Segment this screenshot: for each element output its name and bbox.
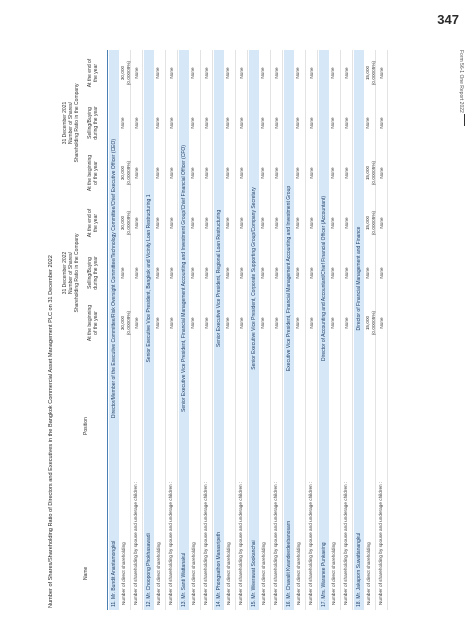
indirect-value: None <box>134 117 139 129</box>
person-name: 13. Mr. Santi Wattanakul <box>181 552 187 607</box>
indirect-label: Number of shareholding by spouse and underage children : <box>308 481 313 605</box>
indirect-shareholding-row <box>131 50 143 610</box>
direct-value: None <box>330 317 335 329</box>
direct-value: None <box>365 267 370 279</box>
direct-value: None <box>260 167 265 179</box>
direct-value: None <box>295 317 300 329</box>
direct-label: Number of direct shareholding <box>121 542 126 605</box>
indirect-value: None <box>169 167 174 179</box>
indirect-value: None <box>239 117 244 129</box>
direct-value: None <box>155 217 160 229</box>
person-position: Executive Vice President, Financial Management Accounting and Investment Group <box>286 185 292 372</box>
direct-value: None <box>295 117 300 129</box>
direct-value: None <box>260 67 265 79</box>
indirect-value: None <box>204 167 209 179</box>
indirect-label: Number of shareholding by spouse and underage children : <box>238 481 243 605</box>
direct-value: None <box>120 117 125 129</box>
person-position: Director of Financial Management and Finance <box>356 226 362 331</box>
direct-value: None <box>155 67 160 79</box>
indirect-shareholding-row <box>166 50 178 610</box>
person-header-row <box>179 50 189 610</box>
indirect-shareholding-row <box>271 50 283 610</box>
direct-label: Number of direct shareholding <box>366 542 371 605</box>
direct-shareholding-row <box>364 50 376 610</box>
direct-value: None <box>295 267 300 279</box>
header-begin-2021: At the beginning of the year <box>87 154 99 192</box>
person-header-row <box>354 50 364 610</box>
indirect-value: None <box>134 167 139 179</box>
indirect-value: None <box>379 267 384 279</box>
indirect-value: None <box>309 167 314 179</box>
header-position: Position <box>83 417 89 435</box>
person-header-row <box>214 50 224 610</box>
indirect-value: None <box>309 217 314 229</box>
header-period-2022: 31 December 2022 <box>62 251 68 295</box>
page-number: 347 <box>437 12 459 27</box>
direct-value: 15,000 (0.00005%) <box>365 48 376 98</box>
direct-value: None <box>190 217 195 229</box>
direct-percent: (0.00005%) <box>370 60 376 86</box>
direct-shareholding-row <box>329 50 341 610</box>
direct-value: 30,000 (0.00009%) <box>120 48 131 98</box>
indirect-value: None <box>309 317 314 329</box>
direct-value: 30,000 (0.00009%) <box>120 148 131 198</box>
rotated-shareholding-table <box>48 50 418 610</box>
indirect-label: Number of shareholding by spouse and underage children : <box>273 481 278 605</box>
indirect-value: None <box>309 117 314 129</box>
indirect-value: None <box>274 317 279 329</box>
indirect-value: None <box>274 167 279 179</box>
indirect-shareholding-row <box>306 50 318 610</box>
direct-percent: (0.00005%) <box>370 160 376 186</box>
indirect-value: None <box>204 217 209 229</box>
indirect-value: None <box>274 117 279 129</box>
direct-label: Number of direct shareholding <box>296 542 301 605</box>
indirect-shareholding-row <box>341 50 353 610</box>
direct-value: 30,000 (0.00009%) <box>120 298 131 348</box>
indirect-value: None <box>379 117 384 129</box>
header-shares-2022: Number of Shares/ <box>68 252 74 294</box>
header-ratio-2021: Shareholding Ratio in the Company <box>74 83 80 163</box>
indirect-value: None <box>169 117 174 129</box>
direct-percent: (0.00009%) <box>125 210 131 236</box>
person-name: 12. Mr. Choopong Phokhasawadi <box>146 533 152 607</box>
person-name: 14. Mr. Phongsathon Manasripeth <box>216 531 222 607</box>
indirect-value: None <box>379 317 384 329</box>
indirect-shareholding-row <box>236 50 248 610</box>
person-name: 11. Mr. Bundit Anantamongkol <box>111 540 117 607</box>
indirect-label: Number of shareholding by spouse and underage children : <box>378 481 383 605</box>
indirect-value: None <box>274 267 279 279</box>
direct-value: None <box>260 267 265 279</box>
header-period-2021: 31 December 2021 <box>62 101 68 145</box>
direct-value: None <box>155 117 160 129</box>
indirect-value: None <box>239 167 244 179</box>
person-header-row <box>144 50 154 610</box>
indirect-value: None <box>309 267 314 279</box>
indirect-value: None <box>204 117 209 129</box>
person-header-row <box>249 50 259 610</box>
direct-value: None <box>260 117 265 129</box>
table-body <box>109 50 388 610</box>
indirect-value: None <box>169 217 174 229</box>
direct-shareholding-row <box>119 50 131 610</box>
direct-value: 15,000 (0.00005%) <box>365 148 376 198</box>
direct-value: None <box>330 67 335 79</box>
person-header-row <box>319 50 329 610</box>
direct-value: None <box>190 167 195 179</box>
direct-label: Number of direct shareholding <box>261 542 266 605</box>
direct-value: None <box>190 317 195 329</box>
indirect-value: None <box>344 317 349 329</box>
direct-value: None <box>155 167 160 179</box>
direct-value: None <box>295 67 300 79</box>
indirect-value: None <box>204 317 209 329</box>
indirect-value: None <box>344 217 349 229</box>
direct-value: None <box>365 117 370 129</box>
table-header <box>59 50 108 610</box>
person-header-row <box>284 50 294 610</box>
indirect-value: None <box>379 217 384 229</box>
direct-value: None <box>120 267 125 279</box>
direct-value: None <box>155 317 160 329</box>
indirect-value: None <box>344 167 349 179</box>
direct-value: None <box>260 317 265 329</box>
header-change-2022: Selling/Buying during the year <box>87 256 99 290</box>
indirect-value: None <box>379 167 384 179</box>
indirect-value: None <box>169 317 174 329</box>
direct-shareholding-row <box>259 50 271 610</box>
person-position: Senior Executive Vice President, Regional Loan Restructuring <box>216 209 222 348</box>
indirect-label: Number of shareholding by spouse and underage children : <box>203 481 208 605</box>
direct-value: None <box>155 267 160 279</box>
indirect-value: None <box>169 67 174 79</box>
indirect-value: None <box>344 67 349 79</box>
direct-value: None <box>190 67 195 79</box>
person-name: 16. Mr. Chavalit Kwandeedeebanosarn <box>286 520 292 607</box>
report-label: Form 56-1 One Report 2022 <box>458 50 464 113</box>
direct-percent: (0.00005%) <box>370 310 376 336</box>
header-begin-2022: At the beginning of the year <box>87 304 99 342</box>
direct-value: None <box>225 217 230 229</box>
direct-value: None <box>225 267 230 279</box>
direct-value: None <box>225 67 230 79</box>
table-title: Number of Shares/Shareholding Ratio of Directors and Executives in the Bangkok Commercial Asset Management PLC on 31 December 2022 <box>48 255 54 608</box>
indirect-value: None <box>274 67 279 79</box>
indirect-value: None <box>344 117 349 129</box>
indirect-value: None <box>379 67 384 79</box>
direct-value: None <box>330 267 335 279</box>
indirect-value: None <box>204 67 209 79</box>
direct-value: 30,000 (0.00009%) <box>120 198 131 248</box>
direct-label: Number of direct shareholding <box>156 542 161 605</box>
direct-label: Number of direct shareholding <box>191 542 196 605</box>
indirect-label: Number of shareholding by spouse and underage children : <box>343 481 348 605</box>
person-name: 18. Mr. Jakaporn Suwattanangkul <box>356 532 362 607</box>
indirect-shareholding-row <box>376 50 388 610</box>
header-name: Name <box>83 566 89 580</box>
header-ratio-2022: Shareholding Ratio in the Company <box>74 233 80 313</box>
indirect-value: None <box>239 67 244 79</box>
direct-value: 15,000 (0.00005%) <box>365 198 376 248</box>
header-end-2022: At the end of the year <box>87 208 99 238</box>
indirect-value: None <box>204 267 209 279</box>
direct-value: None <box>190 267 195 279</box>
indirect-value: None <box>239 217 244 229</box>
indirect-value: None <box>134 317 139 329</box>
direct-value: 15,000 (0.00005%) <box>365 298 376 348</box>
direct-percent: (0.00009%) <box>125 60 131 86</box>
direct-label: Number of direct shareholding <box>226 542 231 605</box>
person-position: Senior Executive Vice President, Corporate Supporting Group/Company Secretary <box>251 187 257 370</box>
indirect-label: Number of shareholding by spouse and underage children : <box>133 481 138 605</box>
direct-shareholding-row <box>224 50 236 610</box>
person-position: Director of Accounting and Accountant/Chief Financial Officer (Accountant) <box>321 196 327 361</box>
indirect-label: Number of shareholding by spouse and underage children : <box>168 481 173 605</box>
person-position: Director/Member of the Executive Committee/Risk Oversight Committee/Technology Committee/Chief Executive Officer (CEO) <box>111 138 117 419</box>
indirect-value: None <box>169 267 174 279</box>
indirect-value: None <box>239 317 244 329</box>
direct-value: None <box>260 217 265 229</box>
direct-value: None <box>225 117 230 129</box>
direct-value: None <box>330 167 335 179</box>
direct-value: None <box>295 167 300 179</box>
direct-percent: (0.00009%) <box>125 160 131 186</box>
direct-shareholding-row <box>154 50 166 610</box>
header-end-2021: At the end of the year <box>87 58 99 88</box>
person-name: 17. Mrs. Waranee Punkaeing <box>321 542 327 607</box>
indirect-value: None <box>134 217 139 229</box>
header-shares-2021: Number of Shares/ <box>68 102 74 144</box>
direct-shareholding-row <box>189 50 201 610</box>
person-position: Senior Executive Vice President, Bangkok and Vicinity Loan Restructuring 1 <box>146 194 152 363</box>
indirect-value: None <box>239 267 244 279</box>
header-change-2021: Selling/Buying during the year <box>87 106 99 140</box>
indirect-value: None <box>344 267 349 279</box>
indirect-value: None <box>134 67 139 79</box>
direct-value: None <box>295 217 300 229</box>
direct-shareholding-row <box>294 50 306 610</box>
direct-value: None <box>190 117 195 129</box>
indirect-shareholding-row <box>201 50 213 610</box>
indirect-value: None <box>134 267 139 279</box>
direct-value: None <box>330 217 335 229</box>
person-position: Senior Executive Vice President, Financial Management Accounting and Investment Group/Chief Financial Officer (CFO) <box>181 145 187 412</box>
direct-value: None <box>225 317 230 329</box>
direct-value: None <box>330 117 335 129</box>
person-header-row <box>109 50 119 610</box>
indirect-value: None <box>309 67 314 79</box>
direct-percent: (0.00005%) <box>370 210 376 236</box>
direct-value: None <box>225 167 230 179</box>
indirect-value: None <box>274 217 279 229</box>
direct-percent: (0.00009%) <box>125 310 131 336</box>
person-name: 15. Mr. Weerawat Sookanchai <box>251 540 257 607</box>
report-divider <box>464 114 465 126</box>
direct-label: Number of direct shareholding <box>331 542 336 605</box>
